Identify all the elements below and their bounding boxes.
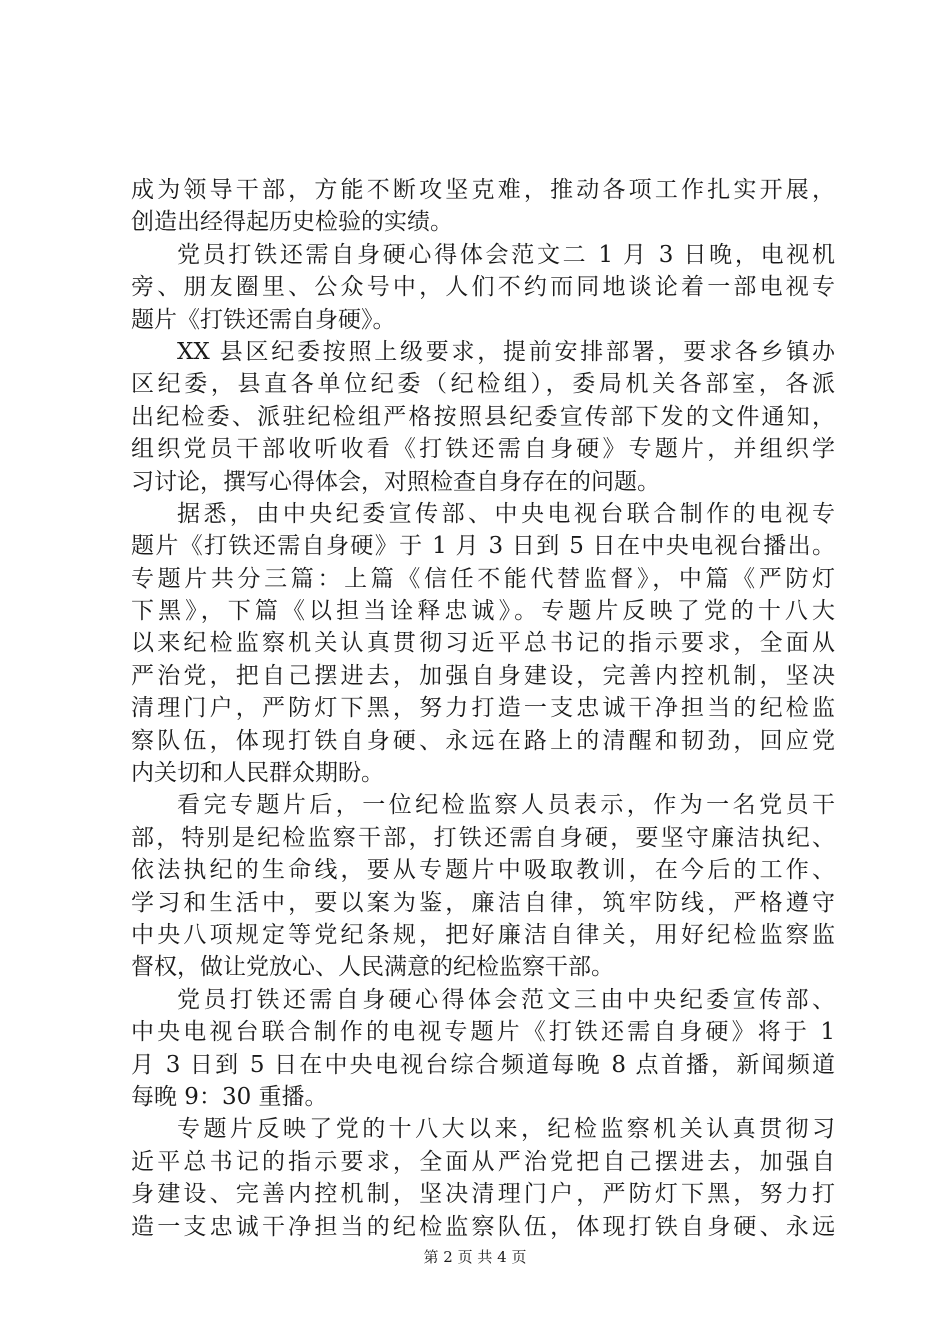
text-line: 严治党，把自己摆进去，加强自身建设，完善内控机制，坚决 [131,662,835,689]
text-line: 组织党员干部收听收看《打铁还需自身硬》专题片，并组织学 [131,436,835,463]
paragraph [131,239,835,336]
text-line: 清理门户，严防灯下黑，努力打造一支忠诚干净担当的纪检监 [131,695,835,722]
text-line: XX 县区纪委按照上级要求，提前安排部署，要求各乡镇办 [177,338,835,365]
text-line: 题片《打铁还需自身硬》。 [131,306,396,333]
text-line: 部，特别是纪检监察干部，打铁还需自身硬，要坚守廉洁执纪、 [131,824,835,851]
text-line: 下黑》，下篇《以担当诠释忠诚》。专题片反映了党的十八大 [131,598,835,625]
text-line: 督权，做让党放心、人民满意的纪检监察干部。 [131,954,614,981]
text-line: 学习和生活中，要以案为鉴，廉洁自律，筑牢防线，严格遵守 [131,889,835,916]
paragraph [131,984,835,1114]
text-line: 看完专题片后，一位纪检监察人员表示，作为一名党员干 [177,792,835,819]
text-line: 身建设、完善内控机制，坚决清理门户，严防灯下黑，努力打 [131,1181,835,1208]
document-body [131,174,835,1243]
paragraph [131,174,835,239]
text-line: 专题片反映了党的十八大以来，纪检监察机关认真贯彻习 [177,1116,835,1143]
text-line: 造一支忠诚干净担当的纪检监察队伍，体现打铁自身硬、永远 [131,1213,835,1240]
text-line: 近平总书记的指示要求，全面从严治党把自己摆进去，加强自 [131,1148,835,1175]
text-line: 成为领导干部，方能不断攻坚克难，推动各项工作扎实开展， [131,177,835,203]
text-line: 旁、朋友圈里、公众号中，人们不约而同地谈论着一部电视专 [131,274,835,301]
text-line: 专题片共分三篇：上篇《信任不能代替监督》，中篇《严防灯 [131,565,835,592]
text-line: 中央电视台联合制作的电视专题片《打铁还需自身硬》将于 1 [131,1019,835,1046]
text-line: 创造出经得起历史检验的实绩。 [131,209,453,236]
page-footer: 第 2 页 共 4 页 [423,1248,527,1266]
text-line: 以来纪检监察机关认真贯彻习近平总书记的指示要求，全面从 [131,630,835,657]
text-line: 内关切和人民群众期盼。 [131,760,384,787]
text-line: 依法执纪的生命线，要从专题片中吸取教训，在今后的工作、 [131,857,835,884]
text-line: 题片《打铁还需自身硬》于 1 月 3 日到 5 日在中央电视台播出。 [131,533,835,560]
text-line: 据悉，由中央纪委宣传部、中央电视台联合制作的电视专 [177,500,835,527]
text-line: 党员打铁还需自身硬心得体会范文三由中央纪委宣传部、 [177,986,835,1013]
paragraph [131,498,835,790]
text-line: 每晚 9：30 重播。 [131,1083,328,1110]
paragraph [131,789,835,983]
paragraph [131,336,835,498]
text-line: 区纪委，县直各单位纪委（纪检组），委局机关各部室，各派 [131,371,835,398]
text-line: 中央八项规定等党纪条规，把好廉洁自律关，用好纪检监察监 [131,921,835,948]
text-line: 察队伍，体现打铁自身硬、永远在路上的清醒和韧劲，回应党 [131,727,835,754]
text-line: 党员打铁还需自身硬心得体会范文二 1 月 3 日晚，电视机 [177,241,835,268]
text-line: 习讨论，撰写心得体会，对照检查自身存在的问题。 [131,468,660,495]
text-line: 出纪检委、派驻纪检组严格按照县纪委宣传部下发的文件通知， [131,403,835,430]
text-line: 月 3 日到 5 日在中央电视台综合频道每晚 8 点首播，新闻频道 [131,1051,835,1078]
paragraph [131,1113,835,1243]
